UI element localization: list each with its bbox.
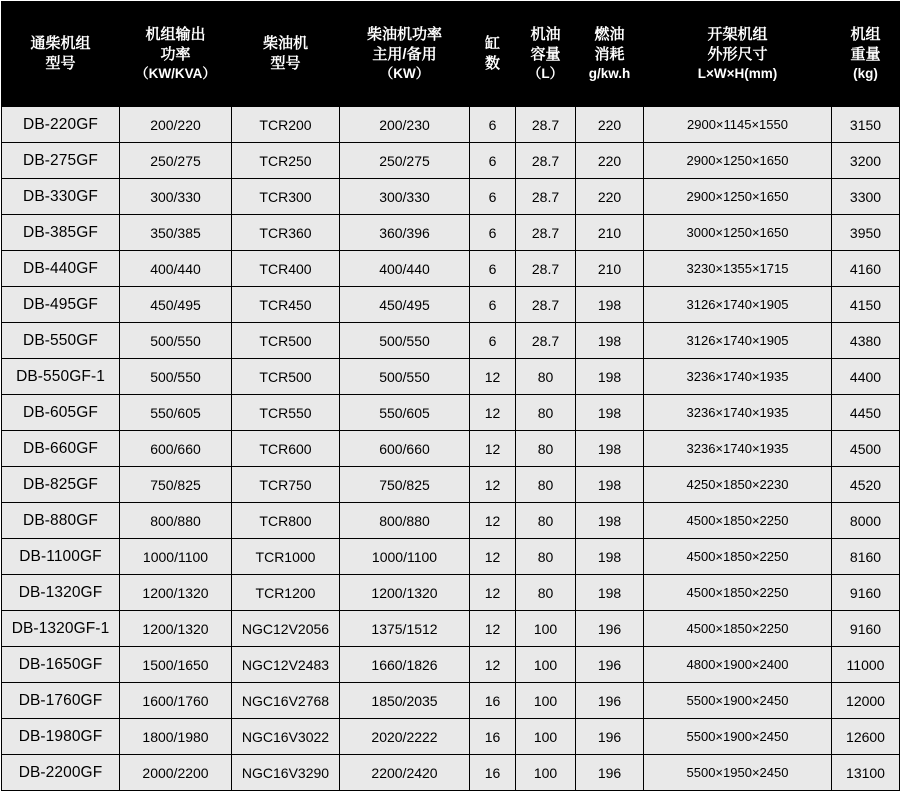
cell-cylinders: 12 — [470, 395, 516, 431]
cell-size: 3236×1740×1935 — [644, 395, 832, 431]
table-row — [2, 503, 900, 539]
cell-fuel: 210 — [576, 215, 644, 251]
cell-model: DB-660GF — [2, 431, 120, 467]
cell-weight: 4150 — [832, 287, 900, 323]
cell-size: 2900×1250×1650 — [644, 179, 832, 215]
column-header-line: 数 — [484, 55, 500, 72]
cell-weight: 4450 — [832, 395, 900, 431]
cell-fuel: 198 — [576, 575, 644, 611]
cell-cylinders: 16 — [470, 683, 516, 719]
cell-model: DB-825GF — [2, 467, 120, 503]
cell-model: DB-275GF — [2, 143, 120, 179]
column-header-line: 型号 — [270, 55, 301, 72]
cell-output: 500/550 — [120, 323, 232, 359]
cell-output: 550/605 — [120, 395, 232, 431]
column-header-line: 柴油机 — [262, 34, 308, 52]
cell-engine: TCR600 — [232, 431, 340, 467]
generator-spec-table — [1, 1, 900, 791]
cell-oil: 80 — [516, 539, 576, 575]
cell-size: 4250×1850×2230 — [644, 467, 832, 503]
table-row — [2, 179, 900, 215]
cell-size: 5500×1950×2450 — [644, 755, 832, 791]
column-header-line: 缸 — [484, 34, 500, 52]
cell-power: 200/230 — [340, 107, 470, 143]
cell-fuel: 198 — [576, 431, 644, 467]
cell-fuel: 220 — [576, 143, 644, 179]
cell-size: 5500×1900×2450 — [644, 683, 832, 719]
cell-fuel: 196 — [576, 755, 644, 791]
cell-power: 500/550 — [340, 323, 470, 359]
column-header-line: 消耗 — [594, 45, 625, 63]
cell-model: DB-1100GF — [2, 539, 120, 575]
cell-cylinders: 6 — [470, 143, 516, 179]
cell-weight: 3200 — [832, 143, 900, 179]
cell-oil: 28.7 — [516, 287, 576, 323]
cell-output: 300/330 — [120, 179, 232, 215]
cell-output: 1200/1320 — [120, 611, 232, 647]
table-row — [2, 755, 900, 791]
table-row — [2, 431, 900, 467]
cell-size: 3126×1740×1905 — [644, 323, 832, 359]
cell-weight: 3150 — [832, 107, 900, 143]
cell-cylinders: 6 — [470, 107, 516, 143]
cell-model: DB-1320GF-1 — [2, 611, 120, 647]
cell-size: 2900×1145×1550 — [644, 107, 832, 143]
column-header-8 — [832, 2, 900, 107]
cell-model: DB-440GF — [2, 251, 120, 287]
column-header-7 — [644, 2, 832, 107]
cell-output: 1600/1760 — [120, 683, 232, 719]
cell-oil: 80 — [516, 575, 576, 611]
cell-weight: 9160 — [832, 575, 900, 611]
cell-power: 360/396 — [340, 215, 470, 251]
cell-size: 3236×1740×1935 — [644, 359, 832, 395]
cell-weight: 4400 — [832, 359, 900, 395]
cell-fuel: 196 — [576, 683, 644, 719]
cell-weight: 11000 — [832, 647, 900, 683]
cell-oil: 80 — [516, 467, 576, 503]
cell-oil: 28.7 — [516, 107, 576, 143]
cell-fuel: 196 — [576, 611, 644, 647]
cell-output: 600/660 — [120, 431, 232, 467]
cell-cylinders: 16 — [470, 719, 516, 755]
cell-engine: TCR800 — [232, 503, 340, 539]
cell-output: 350/385 — [120, 215, 232, 251]
table-row — [2, 143, 900, 179]
cell-output: 800/880 — [120, 503, 232, 539]
cell-oil: 28.7 — [516, 215, 576, 251]
cell-output: 2000/2200 — [120, 755, 232, 791]
cell-oil: 80 — [516, 395, 576, 431]
column-header-4 — [470, 2, 516, 107]
cell-engine: TCR300 — [232, 179, 340, 215]
cell-size: 3000×1250×1650 — [644, 215, 832, 251]
cell-engine: TCR450 — [232, 287, 340, 323]
cell-size: 3126×1740×1905 — [644, 287, 832, 323]
cell-weight: 4500 — [832, 431, 900, 467]
cell-model: DB-880GF — [2, 503, 120, 539]
table-row — [2, 683, 900, 719]
column-header-0 — [2, 2, 120, 107]
table-header — [2, 2, 900, 107]
cell-power: 550/605 — [340, 395, 470, 431]
cell-weight: 4160 — [832, 251, 900, 287]
cell-oil: 28.7 — [516, 143, 576, 179]
column-header-line: 燃油 — [594, 25, 625, 43]
cell-cylinders: 12 — [470, 647, 516, 683]
column-header-line: 开架机组 — [707, 25, 768, 43]
cell-power: 1375/1512 — [340, 611, 470, 647]
cell-size: 3230×1355×1715 — [644, 251, 832, 287]
table-body — [2, 107, 900, 791]
cell-output: 1500/1650 — [120, 647, 232, 683]
column-header-2 — [232, 2, 340, 107]
column-header-line: 型号 — [45, 55, 76, 72]
column-header-line: 机组输出 — [145, 25, 206, 43]
cell-model: DB-1650GF — [2, 647, 120, 683]
cell-oil: 28.7 — [516, 251, 576, 287]
cell-output: 1800/1980 — [120, 719, 232, 755]
cell-size: 4500×1850×2250 — [644, 611, 832, 647]
cell-cylinders: 16 — [470, 755, 516, 791]
cell-weight: 13100 — [832, 755, 900, 791]
cell-model: DB-1980GF — [2, 719, 120, 755]
column-header-line: 重量 — [850, 45, 881, 63]
cell-fuel: 198 — [576, 467, 644, 503]
cell-oil: 100 — [516, 611, 576, 647]
cell-weight: 9160 — [832, 611, 900, 647]
cell-weight: 12600 — [832, 719, 900, 755]
cell-engine: TCR200 — [232, 107, 340, 143]
cell-engine: TCR500 — [232, 359, 340, 395]
cell-fuel: 196 — [576, 647, 644, 683]
cell-cylinders: 6 — [470, 323, 516, 359]
cell-power: 300/330 — [340, 179, 470, 215]
cell-weight: 8000 — [832, 503, 900, 539]
cell-model: DB-550GF-1 — [2, 359, 120, 395]
cell-oil: 100 — [516, 683, 576, 719]
cell-fuel: 198 — [576, 323, 644, 359]
cell-engine: NGC16V3290 — [232, 755, 340, 791]
cell-oil: 80 — [516, 431, 576, 467]
cell-fuel: 198 — [576, 395, 644, 431]
cell-cylinders: 6 — [470, 179, 516, 215]
cell-engine: TCR360 — [232, 215, 340, 251]
cell-power: 800/880 — [340, 503, 470, 539]
cell-engine: TCR500 — [232, 323, 340, 359]
cell-size: 4500×1850×2250 — [644, 539, 832, 575]
cell-power: 400/440 — [340, 251, 470, 287]
column-header-line: 功率 — [160, 45, 191, 63]
cell-power: 2200/2420 — [340, 755, 470, 791]
cell-weight: 12000 — [832, 683, 900, 719]
cell-cylinders: 12 — [470, 611, 516, 647]
cell-weight: 4520 — [832, 467, 900, 503]
cell-power: 1000/1100 — [340, 539, 470, 575]
column-header-line: （KW/KVA） — [135, 66, 216, 82]
cell-oil: 100 — [516, 719, 576, 755]
cell-weight: 3950 — [832, 215, 900, 251]
table-row — [2, 359, 900, 395]
cell-fuel: 198 — [576, 287, 644, 323]
column-header-line: 柴油机功率 — [366, 25, 442, 43]
cell-engine: NGC12V2483 — [232, 647, 340, 683]
cell-model: DB-385GF — [2, 215, 120, 251]
cell-output: 1200/1320 — [120, 575, 232, 611]
cell-output: 1000/1100 — [120, 539, 232, 575]
cell-engine: TCR250 — [232, 143, 340, 179]
cell-power: 450/495 — [340, 287, 470, 323]
cell-engine: TCR750 — [232, 467, 340, 503]
cell-oil: 28.7 — [516, 323, 576, 359]
cell-oil: 80 — [516, 359, 576, 395]
cell-size: 4500×1850×2250 — [644, 575, 832, 611]
table-row — [2, 107, 900, 143]
cell-oil: 100 — [516, 755, 576, 791]
cell-power: 1200/1320 — [340, 575, 470, 611]
cell-fuel: 220 — [576, 179, 644, 215]
cell-engine: TCR550 — [232, 395, 340, 431]
cell-output: 250/275 — [120, 143, 232, 179]
cell-fuel: 196 — [576, 719, 644, 755]
cell-power: 1660/1826 — [340, 647, 470, 683]
cell-size: 4500×1850×2250 — [644, 503, 832, 539]
cell-engine: TCR400 — [232, 251, 340, 287]
cell-weight: 3300 — [832, 179, 900, 215]
table-row — [2, 323, 900, 359]
table-row — [2, 539, 900, 575]
cell-model: DB-1760GF — [2, 683, 120, 719]
cell-output: 750/825 — [120, 467, 232, 503]
cell-fuel: 210 — [576, 251, 644, 287]
column-header-6 — [576, 2, 644, 107]
column-header-5 — [516, 2, 576, 107]
cell-engine: NGC16V3022 — [232, 719, 340, 755]
cell-size: 2900×1250×1650 — [644, 143, 832, 179]
cell-size: 3236×1740×1935 — [644, 431, 832, 467]
cell-size: 5500×1900×2450 — [644, 719, 832, 755]
cell-fuel: 198 — [576, 503, 644, 539]
table-row — [2, 287, 900, 323]
table-row — [2, 395, 900, 431]
table-row — [2, 719, 900, 755]
column-header-line: 通柴机组 — [30, 34, 91, 52]
table-row — [2, 647, 900, 683]
cell-model: DB-330GF — [2, 179, 120, 215]
cell-cylinders: 6 — [470, 287, 516, 323]
cell-output: 450/495 — [120, 287, 232, 323]
table-row — [2, 251, 900, 287]
cell-size: 4800×1900×2400 — [644, 647, 832, 683]
cell-power: 2020/2222 — [340, 719, 470, 755]
cell-model: DB-1320GF — [2, 575, 120, 611]
cell-weight: 4380 — [832, 323, 900, 359]
cell-cylinders: 12 — [470, 503, 516, 539]
column-header-line: (kg) — [853, 66, 878, 82]
column-header-line: g/kw.h — [588, 66, 631, 82]
cell-fuel: 220 — [576, 107, 644, 143]
cell-power: 600/660 — [340, 431, 470, 467]
cell-power: 750/825 — [340, 467, 470, 503]
cell-oil: 100 — [516, 647, 576, 683]
table-row — [2, 575, 900, 611]
column-header-line: L×W×H(mm) — [697, 66, 778, 82]
header-row — [2, 2, 900, 107]
cell-power: 250/275 — [340, 143, 470, 179]
column-header-line: 主用/备用 — [372, 45, 437, 63]
cell-cylinders: 12 — [470, 359, 516, 395]
cell-power: 500/550 — [340, 359, 470, 395]
table-row — [2, 611, 900, 647]
cell-engine: NGC16V2768 — [232, 683, 340, 719]
cell-oil: 80 — [516, 503, 576, 539]
cell-output: 500/550 — [120, 359, 232, 395]
cell-cylinders: 12 — [470, 575, 516, 611]
cell-model: DB-495GF — [2, 287, 120, 323]
column-header-line: 容量 — [530, 45, 561, 63]
cell-weight: 8160 — [832, 539, 900, 575]
cell-engine: NGC12V2056 — [232, 611, 340, 647]
cell-model: DB-605GF — [2, 395, 120, 431]
cell-model: DB-2200GF — [2, 755, 120, 791]
column-header-1 — [120, 2, 232, 107]
cell-oil: 28.7 — [516, 179, 576, 215]
table-row — [2, 467, 900, 503]
column-header-line: （KW） — [379, 66, 430, 82]
cell-cylinders: 6 — [470, 215, 516, 251]
cell-power: 1850/2035 — [340, 683, 470, 719]
column-header-line: 机组 — [850, 25, 881, 43]
cell-cylinders: 12 — [470, 539, 516, 575]
cell-fuel: 198 — [576, 539, 644, 575]
cell-fuel: 198 — [576, 359, 644, 395]
cell-cylinders: 12 — [470, 467, 516, 503]
cell-output: 400/440 — [120, 251, 232, 287]
cell-engine: TCR1200 — [232, 575, 340, 611]
cell-model: DB-220GF — [2, 107, 120, 143]
column-header-line: （L） — [527, 66, 564, 82]
cell-engine: TCR1000 — [232, 539, 340, 575]
table-row — [2, 215, 900, 251]
cell-model: DB-550GF — [2, 323, 120, 359]
column-header-line: 机油 — [530, 25, 561, 43]
column-header-line: 外形尺寸 — [707, 45, 768, 63]
cell-cylinders: 12 — [470, 431, 516, 467]
cell-cylinders: 6 — [470, 251, 516, 287]
column-header-3 — [340, 2, 470, 107]
cell-output: 200/220 — [120, 107, 232, 143]
